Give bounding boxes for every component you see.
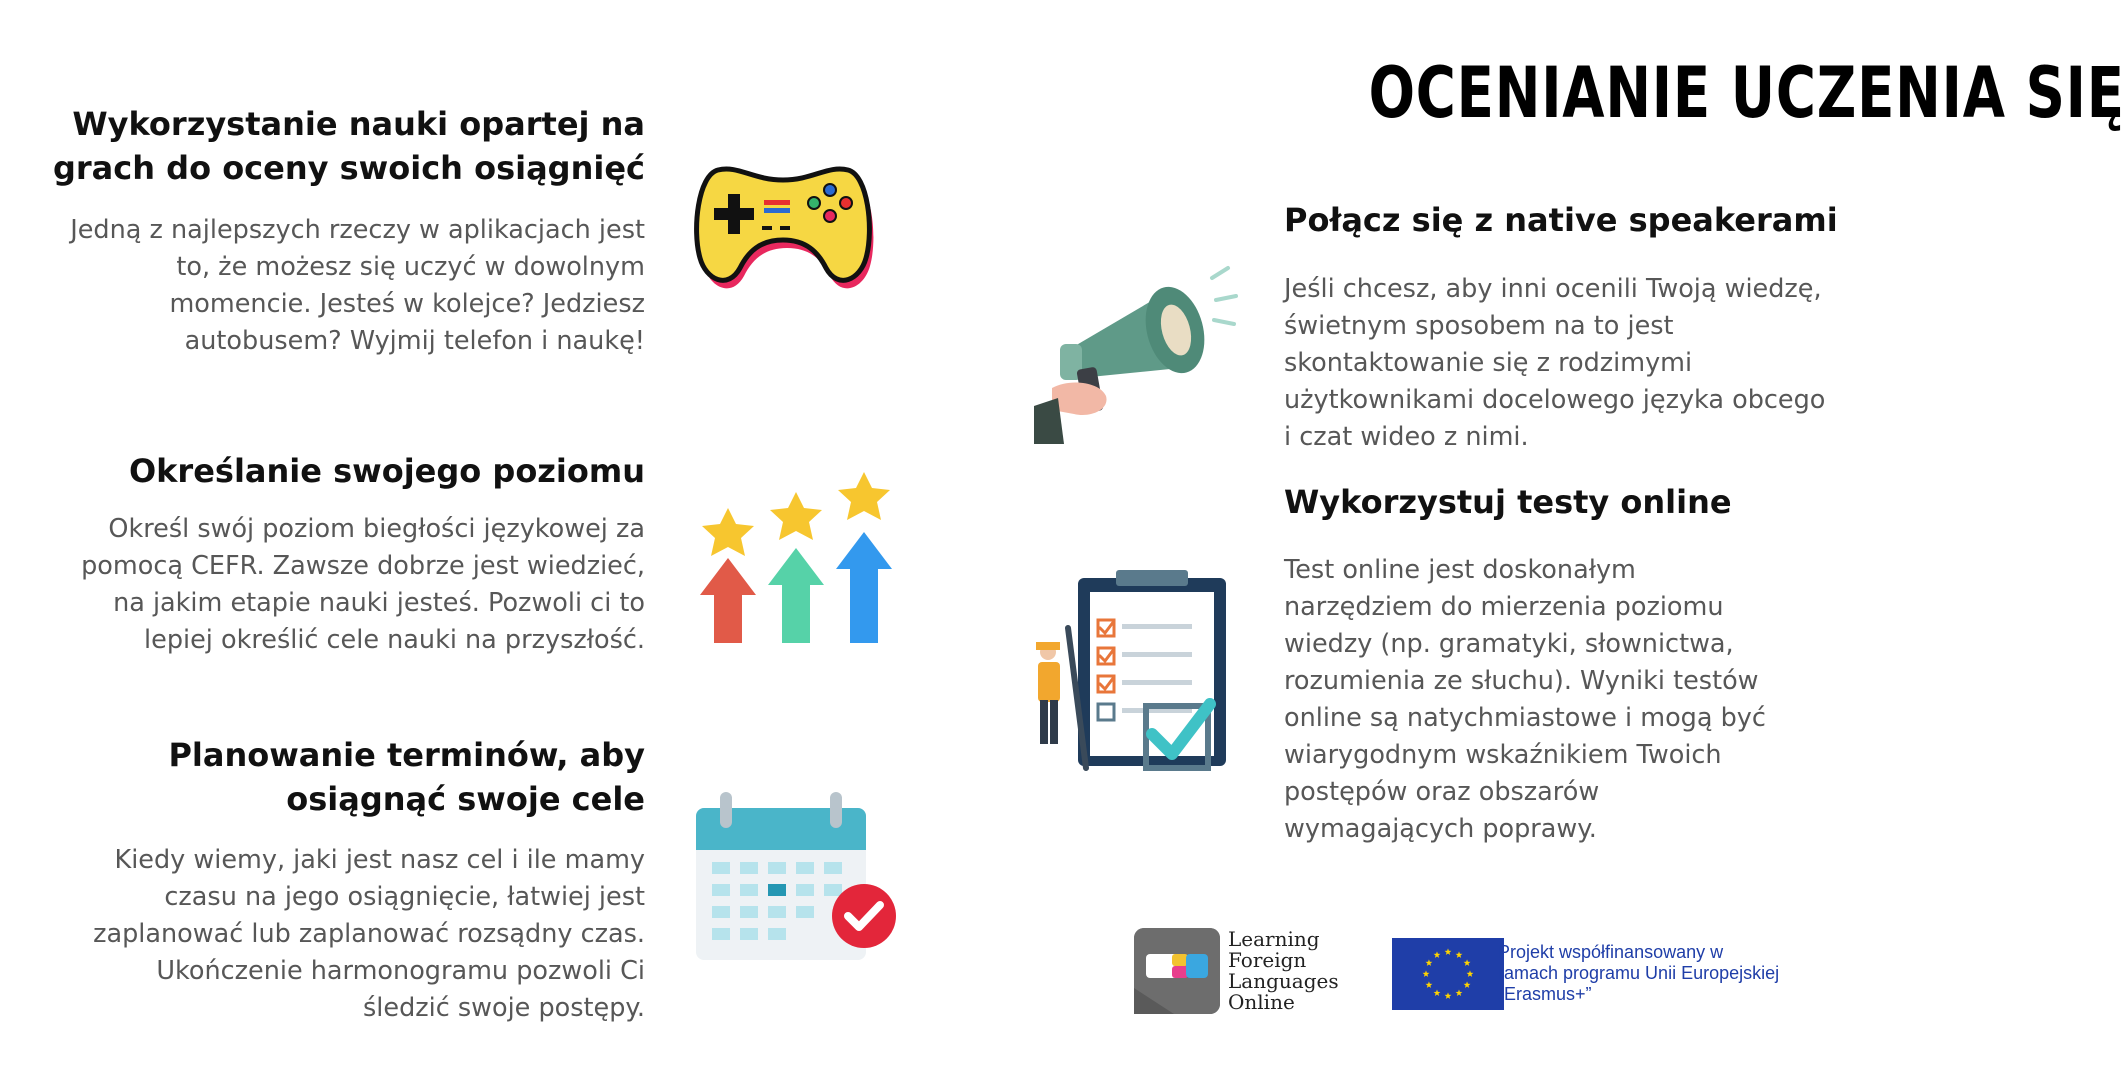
lflo-logo-text: [1228, 929, 1339, 1013]
body-line: Ukończenie harmonogramu pozwoli Ci: [156, 956, 645, 986]
eu-logo: [1382, 930, 1822, 1016]
eu-funding-text: [1498, 942, 1779, 1005]
body-line: i czat wideo z nimi.: [1284, 422, 1529, 452]
body-line: użytkownikami docelowego języka obcego: [1284, 385, 1826, 415]
heading-line: Określanie swojego poziomu: [128, 452, 645, 490]
eu-flag-icon: [1392, 938, 1504, 1010]
heading-line: Planowanie terminów, aby: [168, 736, 645, 774]
section-native-body: [1284, 271, 1904, 456]
body-line: to, że możesz się uczyć w dowolnym: [176, 252, 645, 282]
page-title: OCENIANIE UCZENIA SIĘ: [1368, 52, 2125, 134]
heading-line: grach do oceny swoich osiągnięć: [52, 149, 645, 187]
logo-line: Learning: [1228, 927, 1320, 951]
body-line: zaplanować lub zaplanować rozsądny czas.: [93, 919, 645, 949]
body-line: wymagających poprawy.: [1284, 814, 1597, 844]
logo-line: Online: [1228, 990, 1295, 1014]
eu-line: „Erasmus+”: [1498, 984, 1592, 1004]
megaphone-icon: [1030, 258, 1240, 448]
body-line: lepiej określić cele nauki na przyszłość.: [144, 625, 645, 655]
body-line: pomocą CEFR. Zawsze dobrze jest wiedzieć,: [81, 551, 645, 581]
heading-line: Wykorzystanie nauki opartej na: [72, 105, 645, 143]
section-level-heading: [40, 449, 645, 493]
section-deadlines-body: [20, 842, 645, 1027]
body-line: śledzić swoje postępy.: [363, 993, 645, 1023]
heading-line: osiągnąć swoje cele: [286, 780, 645, 818]
section-online-tests-heading: [1284, 480, 1904, 524]
section-gamified-heading: [40, 102, 645, 190]
logo-line: Foreign: [1228, 948, 1307, 972]
body-line: wiedzy (np. gramatyki, słownictwa,: [1284, 629, 1734, 659]
body-line: rozumienia ze słuchu). Wyniki testów: [1284, 666, 1759, 696]
body-line: Test online jest doskonałym: [1284, 555, 1636, 585]
lflo-logo: [1134, 928, 1220, 1014]
calendar-check-icon: [692, 790, 902, 965]
body-line: online są natychmiastowe i mogą być: [1284, 703, 1766, 733]
section-gamified-body: [20, 212, 645, 360]
eu-line: Projekt współfinansowany w: [1498, 942, 1724, 962]
body-line: Kiedy wiemy, jaki jest nasz cel i ile mamy: [114, 845, 645, 875]
rising-stars-icon: [692, 468, 902, 648]
body-line: świetnym sposobem na to jest: [1284, 311, 1674, 341]
logo-line: Languages: [1228, 969, 1339, 993]
lflo-logo-icon: [1134, 928, 1220, 1014]
body-line: skontaktowanie się z rodzimymi: [1284, 348, 1693, 378]
body-line: na jakim etapie nauki jesteś. Pozwoli ci to: [113, 588, 645, 618]
section-level-body: [20, 511, 645, 659]
body-line: Jedną z najlepszych rzeczy w aplikacjach jest: [70, 215, 645, 245]
section-online-tests-body: [1284, 552, 1904, 848]
body-line: Określ swój poziom biegłości językowej za: [108, 514, 645, 544]
body-line: narzędziem do mierzenia poziomu: [1284, 592, 1724, 622]
section-native-heading: [1284, 198, 1904, 242]
body-line: autobusem? Wyjmij telefon i naukę!: [184, 326, 645, 356]
body-line: czasu na jego osiągnięcie, łatwiej jest: [164, 882, 645, 912]
eu-line: ramach programu Unii Europejskiej: [1498, 963, 1780, 983]
gamepad-icon: [692, 148, 882, 306]
section-deadlines-heading: [40, 733, 645, 821]
checklist-icon: [1028, 568, 1238, 778]
body-line: postępów oraz obszarów: [1284, 777, 1600, 807]
body-line: wiarygodnym wskaźnikiem Twoich: [1284, 740, 1722, 770]
body-line: Jeśli chcesz, aby inni ocenili Twoją wiedzę,: [1284, 274, 1822, 304]
heading-line: Połącz się z native speakerami: [1284, 201, 1838, 239]
heading-line: Wykorzystuj testy online: [1284, 483, 1732, 521]
body-line: momencie. Jesteś w kolejce? Jedziesz: [169, 289, 645, 319]
